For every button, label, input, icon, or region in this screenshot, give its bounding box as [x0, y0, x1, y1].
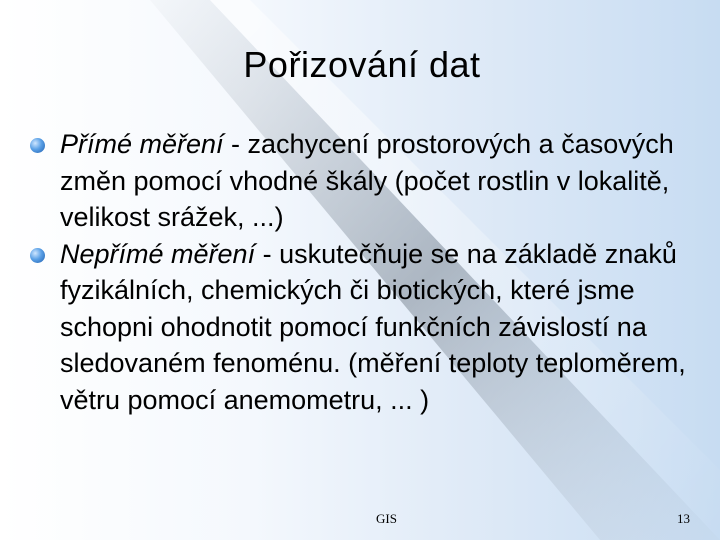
bullet-item-indirect — [26, 236, 696, 419]
bullet-text: - uskutečňuje se na základě znaků fyzikálních, chemických či biotických, které jsme schopni ohodnotit pomocí funkčních závislostí na sledovaném fenoménu. (měření teploty teploměrem, větru pomocí anemometru, ... ) — [60, 238, 686, 415]
bullet-item-direct — [26, 126, 696, 236]
bullet-list — [26, 126, 696, 418]
bullet-text: - zachycení prostorových a časových změn pomocí vhodné škály (počet rostlin v lokalitě, velikost srážek, ...) — [60, 129, 674, 232]
bullet-icon — [30, 248, 45, 263]
bullet-term: Nepřímé měření — [60, 238, 256, 269]
bullet-term: Přímé měření — [60, 129, 224, 159]
slide-title: Pořizování dat — [243, 44, 481, 85]
page-number: 13 — [677, 511, 690, 526]
footer-label: GIS — [376, 511, 397, 526]
bullet-icon — [30, 138, 45, 153]
